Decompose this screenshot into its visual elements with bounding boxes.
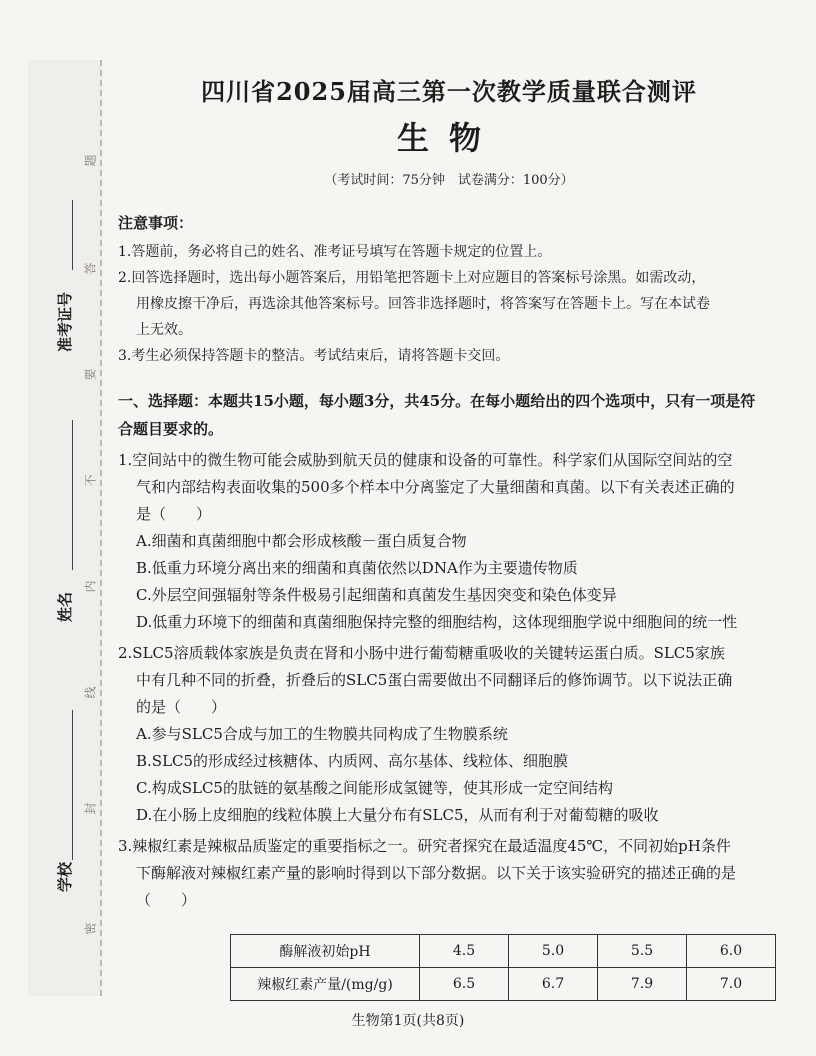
school-label: 学校 [56,861,74,892]
table-cell: 5.0 [509,935,598,968]
table-row [231,968,776,1001]
question-2-stem [118,640,780,721]
section-heading: 一、选择题：本题共15小题，每小题3分，共45分。在每小题给出的四个选项中，只有一项是符 [118,392,756,410]
main-content [118,68,780,1001]
exam-info: （考试时间：75分钟 试卷满分：100分） [324,173,574,188]
ph-yield-table [230,934,776,1001]
notice-item-continued: 上无效。 [136,322,192,338]
notice-item: 3.考生必须保持答题卡的整洁。考试结束后，请将答题卡交回。 [118,348,510,364]
name-label: 姓名 [56,591,74,622]
question-1-option-b: B.低重力环境分离出来的细菌和真菌依然以DNA作为主要遗传物质 [136,559,578,577]
question-2-option-d: D.在小肠上皮细胞的线粒体膜上大量分布有SLC5，从而有利于对葡萄糖的吸收 [136,806,659,824]
question-1-option-a: A.细菌和真菌细胞中都会形成核酸－蛋白质复合物 [136,532,467,550]
stem-line: 下酶解液对辣椒红素产量的影响时得到以下部分数据。以下关于该实验研究的描述正确的是 [136,864,737,882]
notice-item-continued: 用橡皮擦干净后，再选涂其他答案标号。回答非选择题时，将答案写在答题卡上。写在本试卷 [136,296,710,312]
section-heading-continued: 合题目要求的。 [118,420,224,438]
subject-title: 生物 [396,119,501,157]
seal-char: 答 [83,262,98,275]
stem-line: 2.SLC5溶质载体家族是负责在肾和小肠中进行葡萄糖重吸收的关键转运蛋白质。SLC5家族 [118,644,725,662]
name-line [72,420,73,570]
stem-line: 是（ ） [136,505,212,523]
stem-line: 的是（ ） [136,698,227,716]
stem-line: 气和内部结构表面收集的500多个样本中分离鉴定了大量细菌和真菌。以下有关表述正确的 [136,478,735,496]
exam-no-label: 准考证号 [56,291,74,352]
page-footer: 生物第1页(共8页) [351,1013,465,1029]
table-cell: 7.0 [687,968,776,1001]
notice-item: 2.回答选择题时，选出每小题答案后，用铅笔把答题卡上对应题目的答案标号涂黑。如需改动， [118,270,706,286]
table-row [231,935,776,968]
seal-char: 线 [83,686,98,699]
exam-title: 四川省2025届高三第一次教学质量联合测评 [201,77,697,106]
table-cell: 4.5 [420,935,509,968]
question-2-option-b: B.SLC5的形成经过核糖体、内质网、高尔基体、线粒体、细胞膜 [136,752,569,770]
exam-no-line [72,200,73,270]
table-cell: 6.5 [420,968,509,1001]
question-1-stem [118,447,780,528]
question-3-stem [118,833,780,914]
table-cell: 5.5 [598,935,687,968]
school-line [72,710,73,860]
notice-item: 1.答题前，务必将自己的姓名、准考证号填写在答题卡规定的位置上。 [118,244,552,260]
question-2-option-a: A.参与SLC5合成与加工的生物膜共同构成了生物膜系统 [136,725,508,743]
question-2-option-c: C.构成SLC5的肽链的氨基酸之间能形成氢键等，使其形成一定空间结构 [136,779,613,797]
binding-margin [28,60,102,996]
seal-char: 题 [83,154,98,167]
seal-char: 要 [83,368,98,381]
seal-char: 密 [83,922,98,935]
stem-line: （ ） [136,891,197,909]
table-row-header: 辣椒红素产量/(mg/g) [231,968,420,1001]
question-1-option-c: C.外层空间强辐射等条件极易引起细菌和真菌发生基因突变和染色体变异 [136,586,617,604]
table-cell: 7.9 [598,968,687,1001]
seal-char: 封 [83,802,98,815]
seal-char: 内 [83,580,98,593]
notice-title: 注意事项： [118,214,194,232]
stem-line: 3.辣椒红素是辣椒品质鉴定的重要指标之一。研究者探究在最适温度45℃，不同初始pH条件 [118,837,731,855]
table-row-header: 酶解液初始pH [231,935,420,968]
question-1-option-d: D.低重力环境下的细菌和真菌细胞保持完整的细胞结构，这体现细胞学说中细胞间的统一性 [136,613,738,631]
table-cell: 6.7 [509,968,598,1001]
stem-line: 1.空间站中的微生物可能会威胁到航天员的健康和设备的可靠性。科学家们从国际空间站的空 [118,451,733,469]
table-cell: 6.0 [687,935,776,968]
stem-line: 中有几种不同的折叠，折叠后的SLC5蛋白需要做出不同翻译后的修饰调节。以下说法正确 [136,671,733,689]
seal-char: 不 [83,474,98,487]
